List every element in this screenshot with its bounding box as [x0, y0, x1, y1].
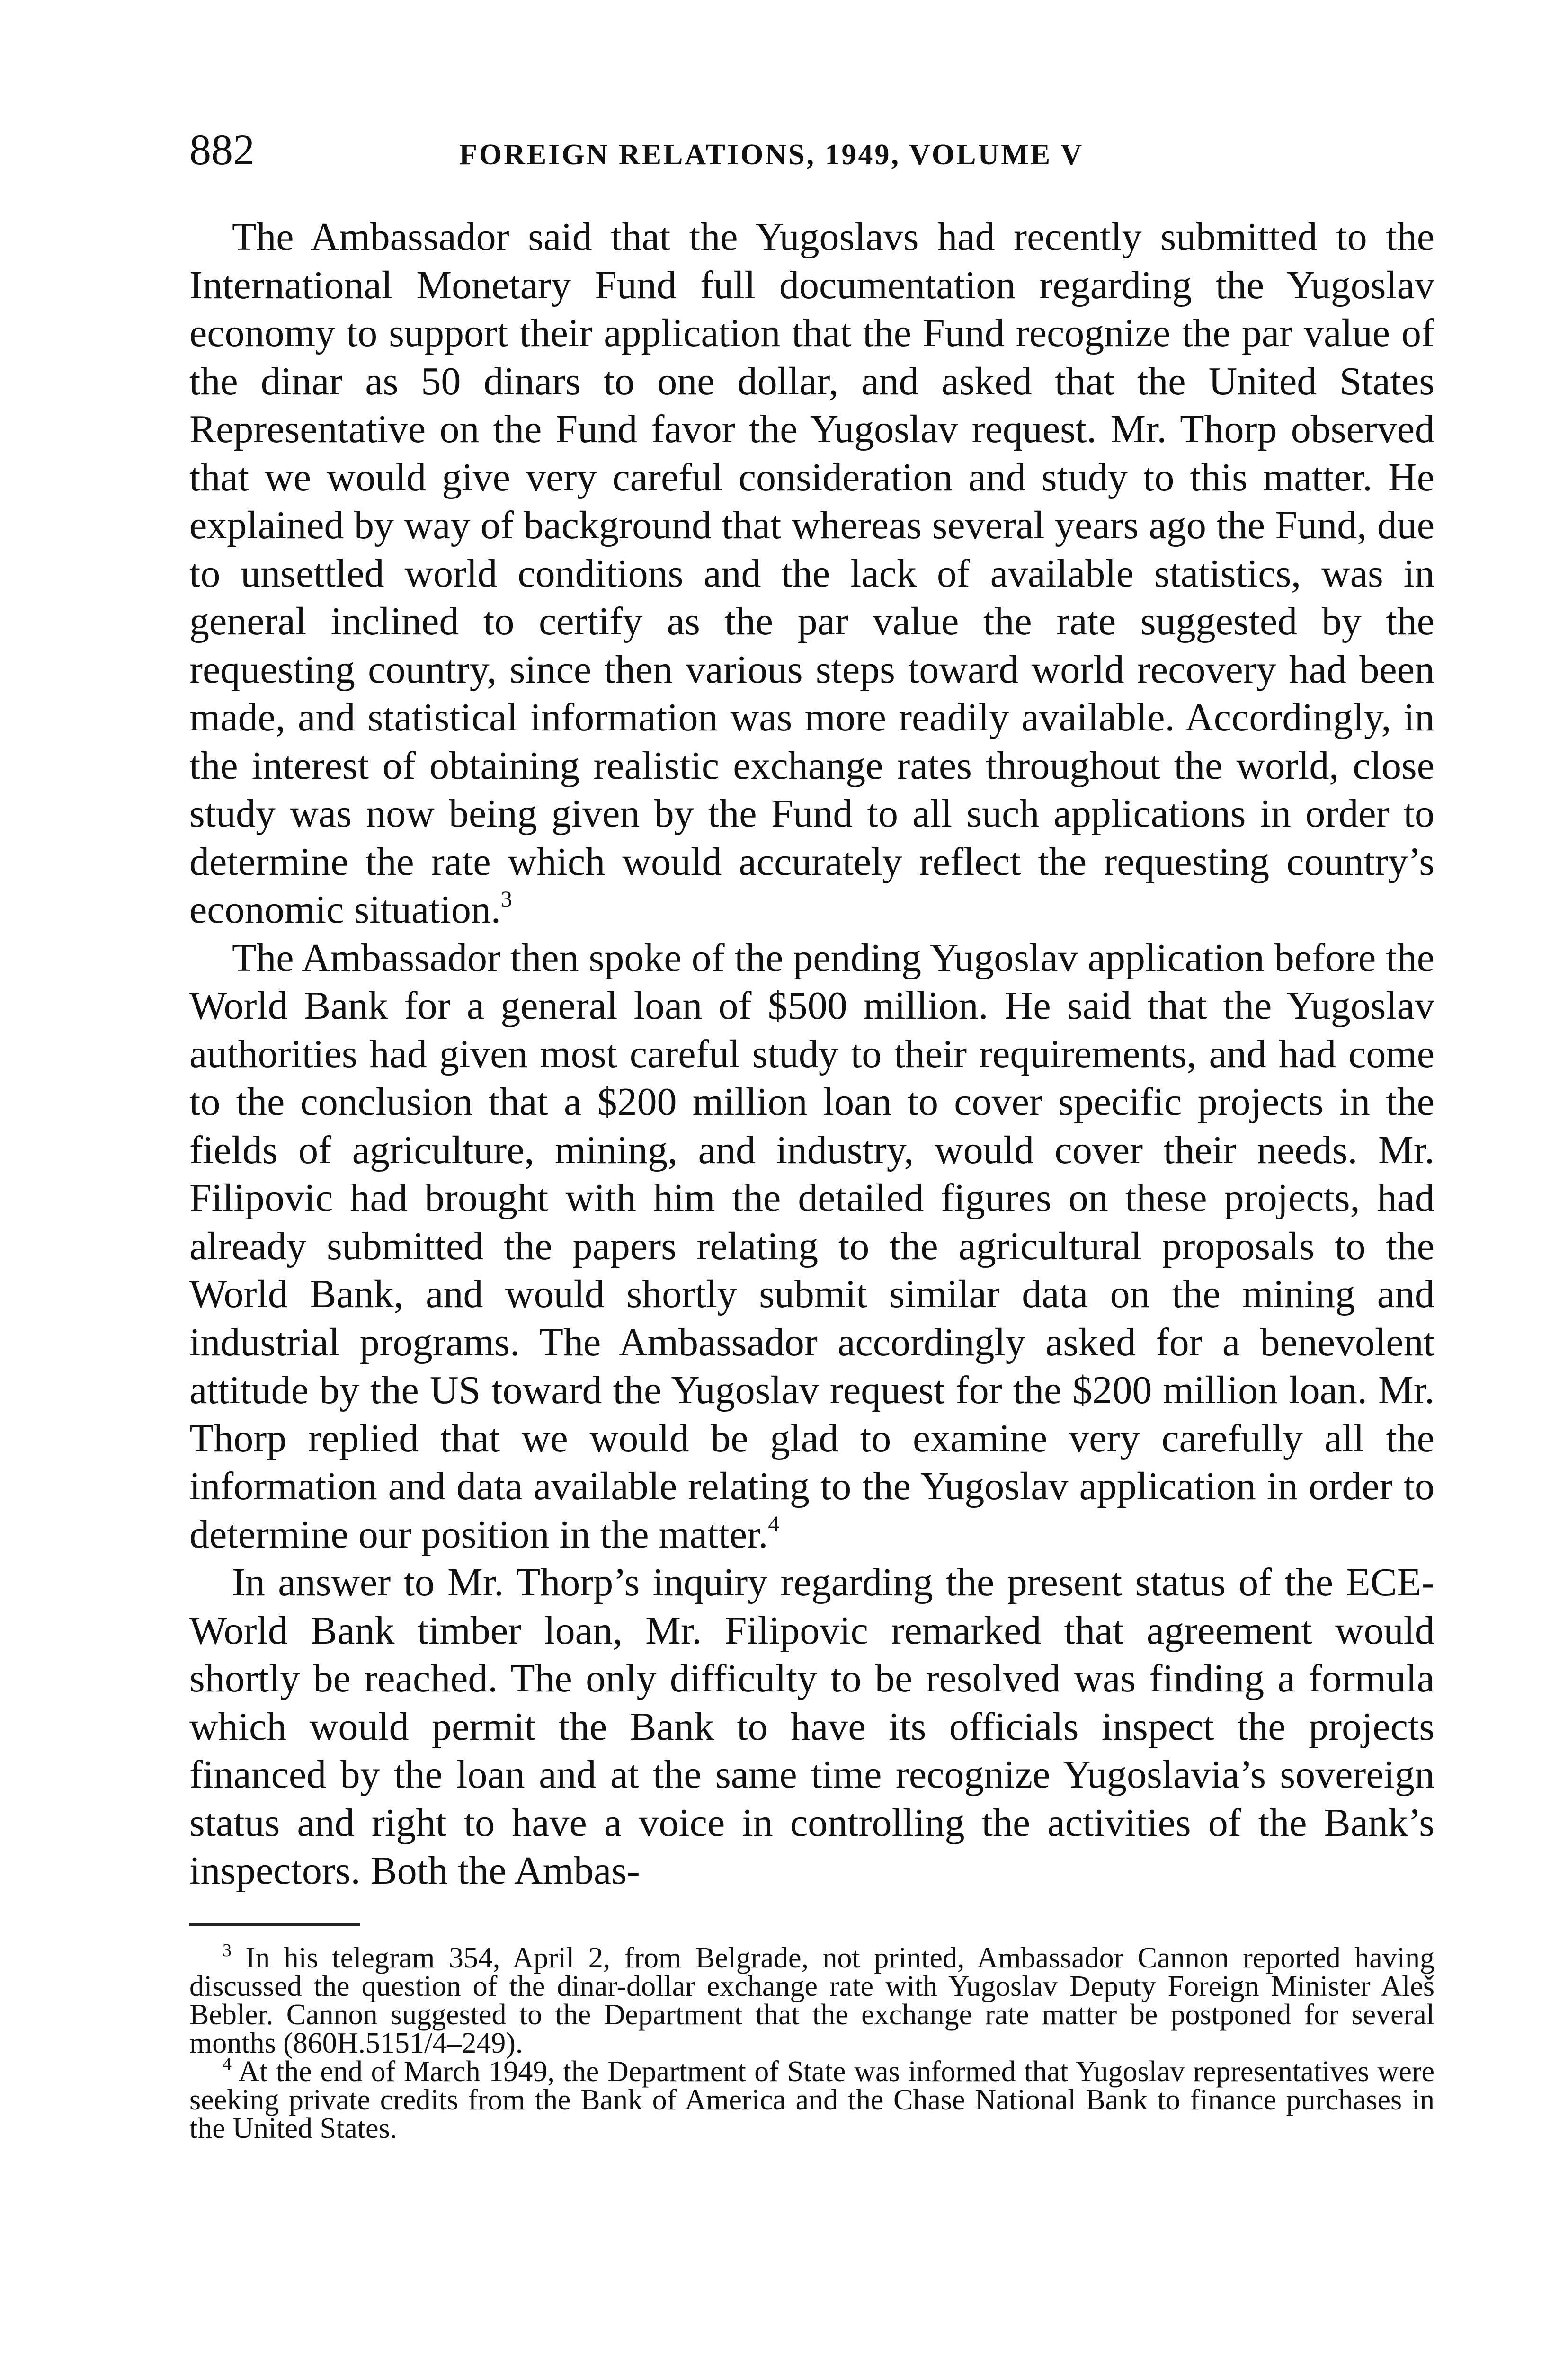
footnote-divider: [189, 1923, 360, 1926]
paragraph-world-bank-loan: [189, 934, 1434, 1559]
running-title: FOREIGN RELATIONS, 1949, VOLUME V: [459, 139, 1084, 171]
footnote-text: In his telegram 354, April 2, from Belgrade, not printed, Ambassador Cannon reported having discussed the question of the dinar-dollar exchange rate with Yugoslav Deputy Foreign Minister Aleš Bebler. Cannon suggested to the Department that the exchange rate matter be postponed for several months (860H.5151/4–249).: [189, 1941, 1435, 2059]
running-head: [189, 125, 1434, 189]
footnote-ref-4[interactable]: 4: [768, 1511, 780, 1537]
footnote-mark: 4: [223, 2054, 232, 2074]
paragraph-timber-loan: [189, 1558, 1434, 1895]
paragraph-text: The Ambassador said that the Yugoslavs had recently submitted to the International Monetary Fund full documentation regarding the Yugoslav economy to support their application that the Fund recognize the par value of the dinar as 50 dinars to one dollar, and asked that the United States Representative on the Fund favor the Yugoslav request. Mr. Thorp observed that we would give very careful consideration and study to this matter. He explained by way of background that whereas several years ago the Fund, due to unsettled world conditions and the lack of available statistics, was in general inclined to certify as the par value the rate suggested by the requesting country, since then various steps toward world recovery had been made, and statistical information was more readily available. Accordingly, in the interest of obtaining realistic exchange rates throughout the world, close study was now being given by the Fund to all such applications in order to determine the rate which would accurately reflect the requesting country’s economic situation.: [189, 215, 1434, 932]
paragraph-text: In answer to Mr. Thorp’s inquiry regarding the present status of the ECE-World Bank timber loan, Mr. Filipovic remarked that agreement would shortly be reached. The only difficulty to be resolved was finding a formula which would permit the Bank to have its officials inspect the projects financed by the loan and at the same time recognize Yugoslavia’s sovereign status and right to have a voice in controlling the activities of the Bank’s inspectors. Both the Ambas-: [189, 1560, 1434, 1893]
paragraph-par-value: [189, 213, 1434, 934]
paragraph-text: The Ambassador then spoke of the pending Yugoslav application before the World Bank for a general loan of $500 million. He said that the Yugoslav authorities had given most careful study to their requirements, and had come to the conclusion that a $200 million loan to cover specific projects in the fields of agriculture, mining, and industry, would cover their needs. Mr. Filipovic had brought with him the detailed figures on these projects, had already submitted the papers relating to the agricultural proposals to the World Bank, and would shortly submit similar data on the mining and industrial programs. The Ambassador accordingly asked for a benevolent attitude by the US toward the Yugoslav request for the $200 million loan. Mr. Thorp replied that we would be glad to examine very carefully all the information and data available relating to the Yugoslav application in order to determine our position in the matter.: [189, 935, 1434, 1557]
footnote-ref-3[interactable]: 3: [500, 887, 512, 912]
document-page: [189, 125, 1435, 2145]
footnote-text: At the end of March 1949, the Department of State was informed that Yugoslav representatives were seeking private credits from the Bank of America and the Chase National Bank to finance purchases in the United States.: [189, 2055, 1434, 2145]
footnote-4: [189, 2054, 1434, 2145]
footnote-mark: 3: [223, 1940, 232, 1960]
page-number: 882: [189, 125, 255, 174]
footnote-3: [189, 1940, 1435, 2059]
